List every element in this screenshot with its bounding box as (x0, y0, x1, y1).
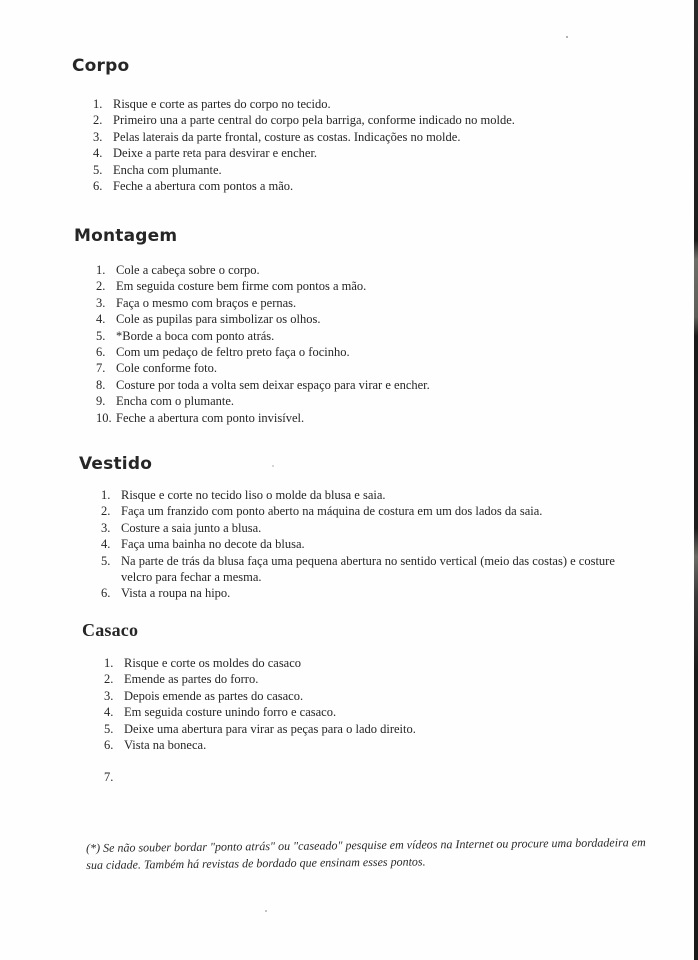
step-text: Deixe uma abertura para virar as peças para o lado direito. (124, 721, 416, 736)
steps-list-montagem (96, 262, 616, 426)
steps-list-vestido (101, 487, 631, 602)
list-item (101, 553, 631, 586)
scan-page-edge (694, 0, 698, 960)
step-text: Feche a abertura com pontos a mão. (113, 179, 294, 194)
list-item (101, 585, 631, 601)
step-number: 2. (104, 672, 114, 687)
list-item (96, 410, 616, 426)
step-number: 4. (93, 146, 103, 161)
list-item (101, 536, 631, 552)
step-number: 1. (96, 263, 106, 277)
scan-speck (272, 465, 274, 467)
step-text: Risque e corte os moldes do casaco (124, 656, 302, 670)
scan-speck (566, 36, 568, 38)
step-number: 4. (96, 312, 106, 327)
step-number: 6. (104, 738, 114, 753)
step-number: 3. (96, 295, 106, 310)
step-text: Faça um franzido com ponto aberto na máquina de costura em um dos lados da saia. (121, 504, 543, 519)
step-text: Vista na boneca. (124, 738, 207, 753)
list-item (104, 671, 524, 687)
list-item (104, 688, 524, 704)
step-text: Deixe a parte reta para desvirar e encher. (113, 146, 318, 161)
list-item (96, 278, 616, 294)
list-item (93, 129, 613, 145)
step-number: 5. (104, 721, 114, 736)
list-item (104, 655, 524, 671)
step-text: Faça o mesmo com braços e pernas. (116, 295, 297, 310)
footnote: (*) Se não souber bordar "ponto atrás" ou "caseado" pesquise em vídeos na Internet ou procure uma bordadeira em sua cidade. Também há revistas de bordado que ensinam esses pontos. (86, 835, 646, 872)
list-item (93, 96, 613, 112)
step-text: Risque e corte as partes do corpo no tecido. (113, 97, 331, 111)
step-number: 3. (101, 520, 111, 535)
list-item (104, 737, 524, 753)
step-number: 4. (104, 705, 114, 720)
step-text: Cole conforme foto. (116, 361, 218, 376)
list-item (96, 262, 616, 278)
step-text: Depois emende as partes do casaco. (124, 688, 304, 703)
step-number: 2. (101, 504, 111, 519)
step-text: Com um pedaço de feltro preto faça o focinho. (116, 345, 350, 360)
list-item (93, 178, 613, 194)
step-number: 1. (101, 488, 111, 502)
step-number: 5. (101, 553, 111, 568)
list-item (93, 145, 613, 161)
step-text: Em seguida costure unindo forro e casaco. (124, 705, 337, 720)
step-text: Na parte de trás da blusa faça uma pequena abertura no sentido vertical (meio das costas) e costure velcro para fechar a mesma. (121, 553, 615, 585)
list-item (96, 311, 616, 327)
step-number: 5. (96, 328, 106, 343)
step-text: Cole a cabeça sobre o corpo. (116, 263, 260, 277)
step-text: Encha com plumante. (113, 162, 222, 177)
step-number: 6. (101, 586, 111, 601)
list-item (101, 487, 631, 503)
list-item (96, 328, 616, 344)
list-item (96, 344, 616, 360)
step-text: Costure a saia junto a blusa. (121, 520, 262, 535)
step-text: Cole as pupilas para simbolizar os olhos. (116, 312, 321, 327)
step-text: Faça uma bainha no decote da blusa. (121, 537, 305, 552)
list-item (93, 112, 613, 128)
step-number: 2. (93, 113, 103, 128)
section-title-casaco: Casaco (82, 620, 139, 640)
step-number: 4. (101, 537, 111, 552)
step-number: 1. (93, 97, 103, 111)
step-text: Feche a abertura com ponto invisível. (116, 410, 305, 425)
step-number: 2. (96, 279, 106, 294)
list-item (93, 162, 613, 178)
step-number: 3. (93, 129, 103, 144)
step-number: 6. (96, 345, 106, 360)
step-number: 5. (93, 162, 103, 177)
step-text: Primeiro una a parte central do corpo pela barriga, conforme indicado no molde. (113, 113, 515, 128)
steps-list-casaco (104, 655, 524, 786)
step-number: 1. (104, 656, 114, 670)
step-number: 3. (104, 688, 114, 703)
step-text: Pelas laterais da parte frontal, costure as costas. Indicações no molde. (113, 129, 461, 144)
step-number: 9. (96, 394, 106, 409)
step-number: 6. (93, 179, 103, 194)
section-title-corpo: Corpo (72, 56, 130, 76)
step-text: *Borde a boca com ponto atrás. (116, 328, 275, 343)
list-item (101, 520, 631, 536)
step-text: Encha com o plumante. (116, 394, 235, 409)
step-text: Em seguida costure bem firme com pontos a mão. (116, 279, 367, 294)
scan-speck (265, 910, 267, 912)
list-item (104, 769, 524, 785)
list-item (96, 295, 616, 311)
step-text: Risque e corte no tecido liso o molde da blusa e saia. (121, 488, 386, 502)
step-number: 7. (96, 361, 106, 376)
list-item (96, 377, 616, 393)
step-number: 8. (96, 377, 106, 392)
list-item (104, 704, 524, 720)
list-item (101, 503, 631, 519)
step-text: Costure por toda a volta sem deixar espaço para virar e encher. (116, 377, 430, 392)
step-number: 10. (96, 410, 112, 425)
steps-list-corpo (93, 96, 613, 194)
section-title-montagem: Montagem (74, 226, 178, 246)
list-item (96, 393, 616, 409)
list-item (104, 721, 524, 737)
list-item (96, 360, 616, 376)
section-title-vestido: Vestido (79, 454, 153, 474)
step-number: 7. (104, 770, 114, 785)
step-text: Emende as partes do forro. (124, 672, 259, 687)
step-text: Vista a roupa na hipo. (121, 586, 231, 601)
